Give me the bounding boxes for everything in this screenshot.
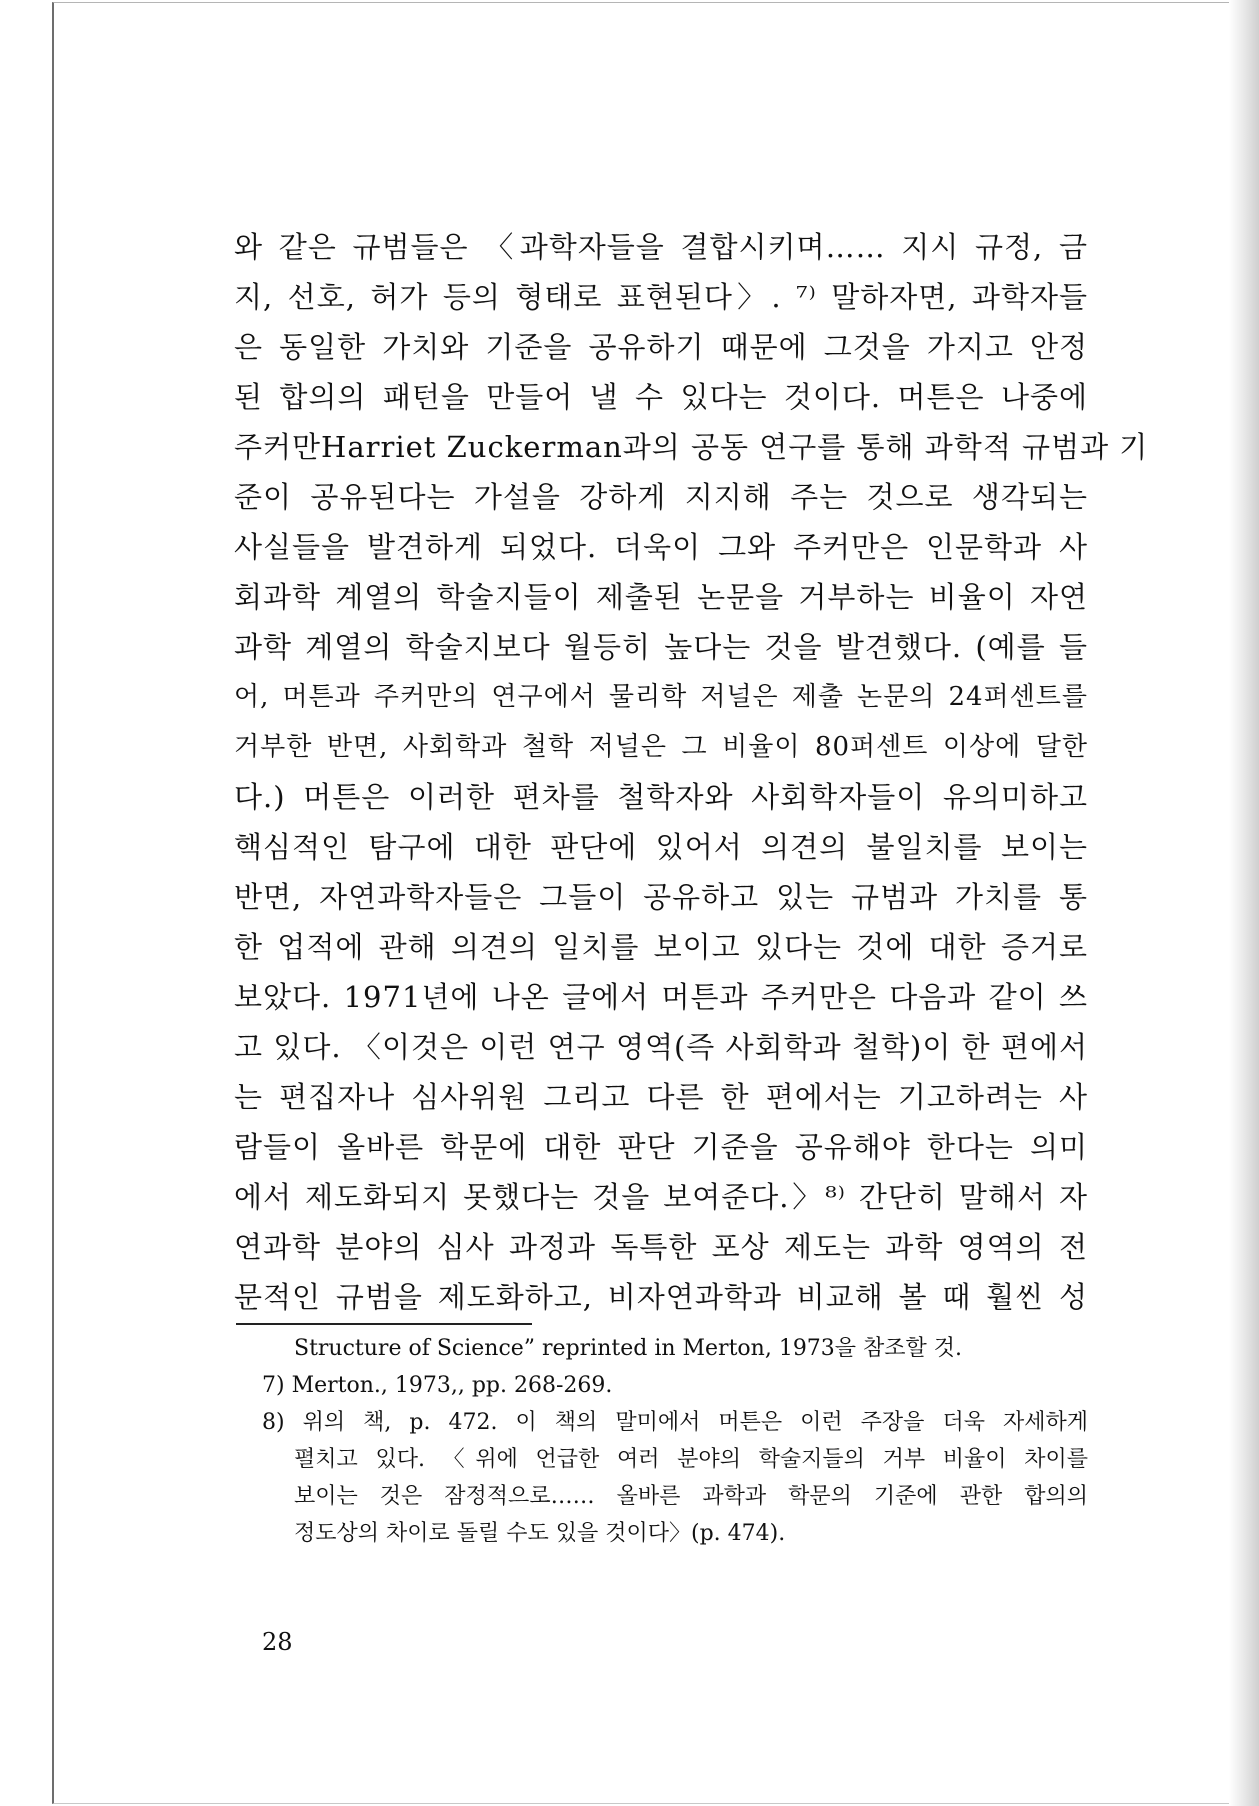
footnote-divider [236,1323,532,1325]
footnote-7: 7) Merton., 1973,, pp. 268-269. [262,1373,613,1398]
body-line: 핵심적인 탐구에 대한 판단에 있어서 의견의 불일치를 보이는 [234,830,1088,864]
body-line: 에서 제도화되지 못했다는 것을 보여준다.〉⁸⁾ 간단히 말해서 자 [234,1180,1088,1214]
body-line: 된 합의의 패턴을 만들어 낼 수 있다는 것이다. 머튼은 나중에 [234,380,1088,414]
footnote-8-line: 펼치고 있다. 〈위에 언급한 여러 분야의 학술지들의 거부 비율이 차이를 [294,1447,1088,1472]
body-line: 주커만Harriet Zuckerman과의 공동 연구를 통해 과학적 규범과 기 [234,430,1149,464]
footnote-8-line: 정도상의 차이로 돌릴 수도 있을 것이다〉(p. 474). [294,1521,786,1546]
body-line: 지, 선호, 허가 등의 형태로 표현된다〉. ⁷⁾ 말하자면, 과학자들 [234,280,1088,314]
body-text [234,222,1149,1322]
body-line: 사실들을 발견하게 되었다. 더욱이 그와 주커만은 인문학과 사 [234,530,1088,564]
body-line: 람들이 올바른 학문에 대한 판단 기준을 공유해야 한다는 의미 [234,1130,1088,1164]
page-number: 28 [262,1628,293,1656]
body-line: 보았다. 1971년에 나온 글에서 머튼과 주커만은 다음과 같이 쓰 [234,980,1088,1014]
page-edge-shadow [1229,0,1259,1806]
body-line: 과학 계열의 학술지보다 월등히 높다는 것을 발견했다. (예를 들 [234,630,1088,664]
body-line-small: 거부한 반면, 사회학과 철학 저널은 그 비율이 80퍼센트 이상에 달한 [234,732,1088,762]
body-line: 준이 공유된다는 가설을 강하게 지지해 주는 것으로 생각되는 [234,480,1088,514]
body-line: 은 동일한 가치와 기준을 공유하기 때문에 그것을 가지고 안정 [234,330,1088,364]
body-line: 회과학 계열의 학술지들이 제출된 논문을 거부하는 비율이 자연 [234,580,1088,614]
footnote-8-line: 8) 위의 책, p. 472. 이 책의 말미에서 머튼은 이런 주장을 더욱 자세하게 [262,1410,1088,1435]
body-line: 와 같은 규범들은 〈과학자들을 결합시키며…… 지시 규정, 금 [234,230,1088,264]
body-line: 한 업적에 관해 의견의 일치를 보이고 있다는 것에 대한 증거로 [234,930,1088,964]
body-line: 연과학 분야의 심사 과정과 독특한 포상 제도는 과학 영역의 전 [234,1230,1088,1264]
body-line: 문적인 규범을 제도화하고, 비자연과학과 비교해 볼 때 훨씬 성 [234,1280,1088,1314]
body-line: 고 있다. 〈이것은 이런 연구 영역(즉 사회학과 철학)이 한 편에서 [234,1030,1088,1064]
footnotes [262,1330,1088,1552]
body-line: 는 편집자나 심사위원 그리고 다른 한 편에서는 기고하려는 사 [234,1080,1088,1114]
footnote-continuation: Structure of Science” reprinted in Merton, 1973을 참조할 것. [294,1336,963,1361]
body-line: 반면, 자연과학자들은 그들이 공유하고 있는 규범과 가치를 통 [234,880,1088,914]
body-line-small: 어, 머튼과 주커만의 연구에서 물리학 저널은 제출 논문의 24퍼센트를 [234,682,1088,712]
footnote-8-line: 보이는 것은 잠정적으로…… 올바른 과학과 학문의 기준에 관한 합의의 [294,1484,1088,1509]
body-line: 다.) 머튼은 이러한 편차를 철학자와 사회학자들이 유의미하고 [234,780,1088,814]
